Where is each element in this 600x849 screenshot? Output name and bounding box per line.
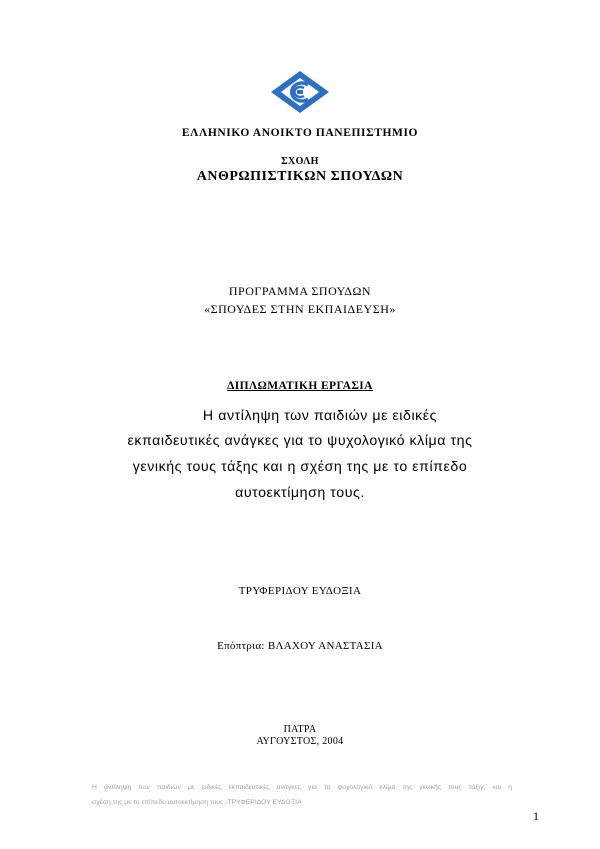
date: ΑΥΓΟΥΣΤΟΣ, 2004: [256, 736, 344, 747]
author-name: ΤΡΥΦΕΡΙΔΟΥ ΕΥΔΟΞΙΑ: [238, 585, 362, 597]
thesis-title-line: γενικής τους τάξης και η σχέση της με το επίπεδο: [132, 459, 468, 475]
school-label: ΣΧΟΛΗ: [281, 156, 319, 167]
footer-line: Η αντίληψη των παιδιών με ειδικές εκπαιδευτικές ανάγκες για το ψυχολογικό κλίμα της γενικής τους τάξης και η: [92, 784, 512, 791]
school-name: ΑΝΘΡΩΠΙΣΤΙΚΩΝ ΣΠΟΥΔΩΝ: [196, 169, 404, 184]
footer-line: σχέση της με το επίπεδο αυτοεκτίμηση τους.-ΤΡΥΦΕΡΙΔΟΥ ΕΥΔΟΞΙΑ: [92, 799, 302, 806]
supervisor-name: Επόπτρια: ΒΛΑΧΟΥ ΑΝΑΣΤΑΣΙΑ: [217, 640, 383, 652]
university-name: ΕΛΛΗΝΙΚΟ ΑΝΟΙΚΤΟ ΠΑΝΕΠΙΣΤΗΜΙΟ: [181, 127, 419, 139]
program-name: «ΣΠΟΥΔΕΣ ΣΤΗΝ ΕΚΠΑΙΔΕΥΣΗ»: [204, 302, 396, 316]
hou-logo-icon: [270, 70, 330, 114]
thesis-label: ΔΙΠΛΩΜΑΤΙΚΗ ΕΡΓΑΣΙΑ: [227, 380, 373, 392]
thesis-title-line: αυτοεκτίμηση τους.: [235, 485, 365, 501]
page-number: 1: [533, 809, 539, 823]
program-label: ΠΡΟΓΡΑΜΜΑ ΣΠΟΥΔΩΝ: [228, 284, 372, 298]
thesis-title-line: εκπαιδευτικές ανάγκες για το ψυχολογικό κλίμα της: [127, 433, 473, 449]
thesis-title-line: Η αντίληψη των παιδιών με ειδικές: [202, 408, 438, 424]
place: ΠΑΤΡΑ: [283, 724, 317, 735]
